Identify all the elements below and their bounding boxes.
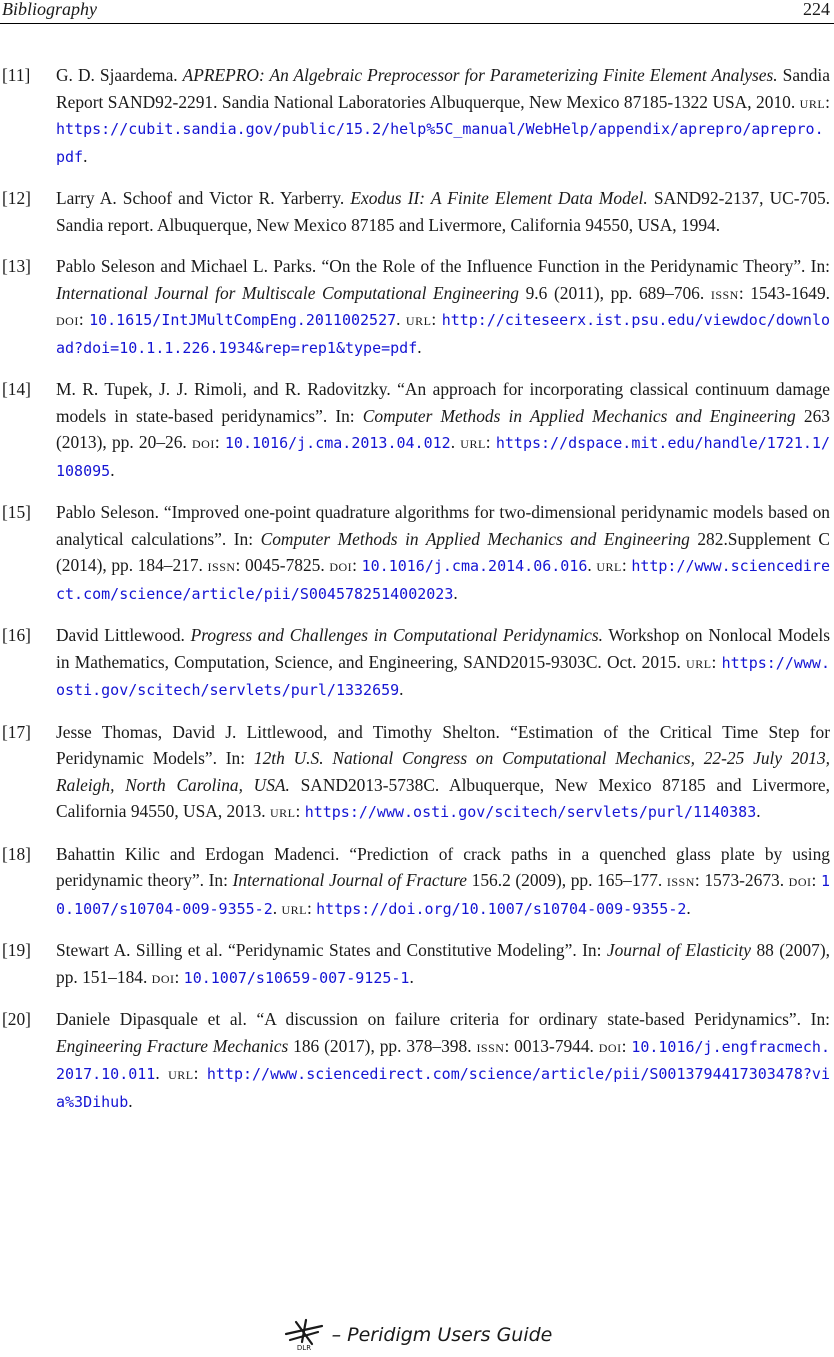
reference-item: [18] Bahattin Kilic and Erdogan Madenci. “Prediction of crack paths in a quenched glass plate by using peridynamic theory”. In: International Journal of Fracture 156.2 (2009), pp. 165–177. issn: 1573-2673. doi: 10.1007/s10704-009-9355-2. url: https://doi.org/10.1007/s10704-009-9355-2. (0, 841, 834, 923)
reference-authors: Pablo Seleson and Michael L. Parks. “On the Role of the Influence Function in the Peridynamic Theory”. In: (56, 256, 830, 276)
reference-number: [18] (2, 843, 31, 864)
reference-doi-link[interactable]: 10.1007/s10659-007-9125-1 (183, 968, 410, 987)
reference-authors: Pablo Seleson. “Improved one-point quadrature algorithms for two-dimensional peridynamic models based on analytical calculations”. In: (56, 502, 830, 549)
issn-label: issn (666, 870, 695, 890)
reference-details: 263 (2013), pp. 20–26. (56, 405, 830, 452)
reference-item: [14] M. R. Tupek, J. J. Rimoli, and R. Radovitzky. “An approach for incorporating classical continuum damage models in state-based peridynamics”. In: Computer Methods in Applied Mechanics and Engineering 263 (2013), pp. 20–26. doi: 10.1016/j.cma.2013.04.012. url: https://dspace.mit.edu/handle/1721.1/108095. (0, 376, 834, 484)
reference-title: Progress and Challenges in Computational Peridynamics. (190, 625, 604, 645)
reference-authors: Stewart A. Silling et al. “Peridynamic States and Constitutive Modeling”. In: (56, 940, 607, 960)
reference-journal: Engineering Fracture Mechanics (56, 1035, 289, 1056)
reference-item: [13] Pablo Seleson and Michael L. Parks. “On the Role of the Influence Function in the Peridynamic Theory”. In: International Journal for Multiscale Computational Engineering 9.6 (2011), pp. 689–706. issn: 1543-1649. doi: 10.1615/IntJMultCompEng.2011002527. url: http://citeseerx.ist.psu.edu/viewdoc/download?doi=10.1.1.226.1934&rep=rep1&type=pdf. (0, 253, 834, 361)
reference-item: [17] Jesse Thomas, David J. Littlewood, and Timothy Shelton. “Estimation of the Critical Time Step for Peridynamic Models”. In: 12th U.S. National Congress on Computational Mechanics, 22-25 July 2013, Raleigh, North Carolina, USA. SAND2013-5738C. Albuquerque, New Mexico 87185 and Livermore, California 94550, USA, 2013. url: https://www.osti.gov/scitech/servlets/purl/1140383. (0, 719, 834, 826)
reference-item: [19] Stewart A. Silling et al. “Peridynamic States and Constitutive Modeling”. In: Journal of Elasticity 88 (2007), pp. 151–184. doi: 10.1007/s10659-007-9125-1. (0, 937, 834, 991)
reference-item: [11] G. D. Sjaardema. APREPRO: An Algebraic Preprocessor for Parameterizing Finite Element Analyses. Sandia Report SAND92-2291. Sandia National Laboratories Albuquerque, New Mexico 87185-1322 USA, 2010. url: https://cubit.sandia.gov/public/15.2/help%5C_manual/WebHelp/appendix/aprepro/aprepro.pdf. (0, 62, 834, 170)
reference-item: [15] Pablo Seleson. “Improved one-point quadrature algorithms for two-dimensional peridynamic models based on analytical calculations”. In: Computer Methods in Applied Mechanics and Engineering 282.Supplement C (2014), pp. 184–217. issn: 0045-7825. doi: 10.1016/j.cma.2014.06.016. url: http://www.sciencedirect.com/science/article/pii/S0045782514002023. (0, 499, 834, 607)
reference-number: [17] (2, 721, 31, 742)
reference-doi-link[interactable]: 10.1016/j.engfracmech.2017.10.011 (56, 1037, 830, 1083)
doi-label: doi (151, 966, 175, 987)
doi-label: doi (192, 432, 215, 452)
footer-title: – Peridigm Users Guide (331, 1324, 553, 1346)
reference-issn: : 0045-7825. (235, 555, 330, 575)
reference-url-link[interactable]: http://citeseerx.ist.psu.edu/viewdoc/download?doi=10.1.1.226.1934&rep=rep1&type=pdf (56, 311, 831, 357)
reference-authors: Daniele Dipasquale et al. “A discussion on failure criteria for ordinary state-based Peridynamics”. In: (56, 1009, 830, 1029)
reference-doi-link[interactable]: 10.1016/j.cma.2013.04.012 (224, 434, 451, 452)
reference-issn: : 1573-2673. (694, 870, 789, 890)
reference-number: [15] (2, 502, 31, 522)
issn-label: issn (476, 1035, 505, 1056)
reference-number: [12] (2, 188, 31, 208)
reference-url-link[interactable]: http://www.sciencedirect.com/science/article/pii/S0013794417303478?via%3Dihub (56, 1065, 830, 1111)
reference-authors: G. D. Sjaardema. (56, 65, 183, 85)
reference-authors: Bahattin Kilic and Erdogan Madenci. “Prediction of crack paths in a quenched glass plate by using peridynamic theory”. In: (56, 843, 830, 890)
page-header (0, 0, 834, 24)
reference-journal: Computer Methods in Applied Mechanics and Engineering (362, 405, 796, 426)
reference-details: SAND92-2137, UC-705. Sandia report. Albuquerque, New Mexico 87185 and Livermore, California 94550, USA, 1994. (56, 188, 830, 235)
issn-label: issn (207, 555, 236, 575)
url-label: url (405, 309, 432, 329)
reference-authors: Larry A. Schoof and Victor R. Yarberry. (56, 188, 351, 208)
dlr-logo-icon (282, 1318, 326, 1352)
url-label: url (799, 91, 826, 112)
reference-details: 9.6 (2011), pp. 689–706. (518, 282, 711, 303)
url-label: url (281, 897, 307, 918)
reference-number: [14] (2, 379, 31, 399)
url-label: url (460, 432, 486, 452)
reference-title: Exodus II: A Finite Element Data Model. (350, 188, 648, 208)
reference-details: 156.2 (2009), pp. 165–177. (467, 870, 667, 890)
url-label: url (168, 1063, 194, 1083)
reference-url-link[interactable]: https://cubit.sandia.gov/public/15.2/help%5C_manual/WebHelp/appendix/aprepro/aprepro.pdf (56, 120, 824, 166)
reference-number: [20] (2, 1009, 31, 1029)
reference-journal: International Journal of Fracture (232, 870, 468, 890)
reference-url-link[interactable]: https://doi.org/10.1007/s10704-009-9355-2 (316, 899, 687, 918)
reference-authors: David Littlewood. (56, 625, 191, 645)
reference-number: [19] (2, 940, 31, 960)
reference-details: Workshop on Nonlocal Models in Mathematics, Computation, Science, and Engineering, SAND2015-9303C. Oct. 2015. (56, 625, 831, 672)
reference-issn: : 1543-1649. (738, 282, 830, 303)
reference-details: 88 (2007), pp. 151–184. (56, 940, 830, 987)
reference-url-link[interactable]: https://dspace.mit.edu/handle/1721.1/108095 (56, 434, 830, 480)
doi-label: doi (56, 309, 79, 329)
doi-label: doi (788, 870, 812, 890)
reference-url-link[interactable]: https://www.osti.gov/scitech/servlets/purl/1140383 (304, 803, 757, 821)
reference-number: [11] (2, 65, 31, 85)
reference-item: [16] David Littlewood. Progress and Challenges in Computational Peridynamics. Workshop on Nonlocal Models in Mathematics, Computation, Science, and Engineering, SAND2015-9303C. Oct. 2015. url: https://www.osti.gov/scitech/servlets/purl/1332659. (0, 622, 834, 704)
reference-number: [13] (2, 256, 31, 276)
reference-item (0, 185, 834, 238)
url-label: url (596, 555, 622, 575)
reference-issn: : 0013-7944. (504, 1035, 599, 1056)
reference-journal: International Journal for Multiscale Computational Engineering (56, 282, 519, 303)
doi-label: doi (598, 1035, 622, 1056)
reference-details: Sandia Report SAND92-2291. Sandia National Laboratories Albuquerque, New Mexico 87185-1322 USA, 2010. (56, 65, 830, 112)
reference-journal: Journal of Elasticity (606, 940, 752, 960)
reference-item: [20] Daniele Dipasquale et al. “A discussion on failure criteria for ordinary state-based Peridynamics”. In: Engineering Fracture Mechanics 186 (2017), pp. 378–398. issn: 0013-7944. doi: 10.1016/j.engfracmech.2017.10.011. url: http://www.sciencedirect.com/science/article/pii/S0013794417303478?via%3Dihub. (0, 1006, 834, 1115)
running-header-section: Bibliography (2, 0, 97, 19)
reference-doi-link[interactable]: 10.1007/s10704-009-9355-2 (56, 872, 830, 918)
page-number: 224 (803, 0, 830, 19)
url-label: url (686, 651, 712, 672)
reference-doi-link[interactable]: 10.1016/j.cma.2014.06.016 (361, 557, 588, 575)
reference-details: 282.Supplement C (2014), pp. 184–217. (56, 528, 830, 575)
url-label: url (270, 801, 296, 821)
reference-title: APREPRO: An Algebraic Preprocessor for Parameterizing Finite Element Analyses. (182, 65, 778, 85)
reference-doi-link[interactable]: 10.1615/IntJMultCompEng.2011002527 (89, 311, 397, 329)
reference-proceedings: 12th U.S. National Congress on Computational Mechanics, 22-25 July 2013, Raleigh, North Carolina, USA. (56, 748, 830, 795)
reference-url-link[interactable]: http://www.sciencedirect.com/science/article/pii/S0045782514002023 (56, 557, 830, 603)
reference-authors: Jesse Thomas, David J. Littlewood, and Timothy Shelton. “Estimation of the Critical Time Step for Peridynamic Models”. In: (56, 721, 830, 768)
doi-label: doi (329, 555, 353, 575)
reference-url-link[interactable]: https://www.osti.gov/scitech/servlets/purl/1332659 (56, 653, 830, 699)
reference-list (0, 62, 834, 1130)
reference-journal: Computer Methods in Applied Mechanics and Engineering (260, 528, 690, 549)
reference-details: 186 (2017), pp. 378–398. (288, 1035, 477, 1056)
page-footer (0, 1318, 834, 1357)
reference-number: [16] (2, 625, 31, 645)
issn-label: issn (710, 282, 739, 303)
dlr-logo-text: DLR (296, 1344, 311, 1352)
reference-details: SAND2013-5738C. Albuquerque, New Mexico 87185 and Livermore, California 94550, USA, 2013. (56, 774, 830, 821)
reference-authors: M. R. Tupek, J. J. Rimoli, and R. Radovitzky. “An approach for incorporating classical continuum damage models in state-based peridynamics”. In: (56, 379, 830, 426)
